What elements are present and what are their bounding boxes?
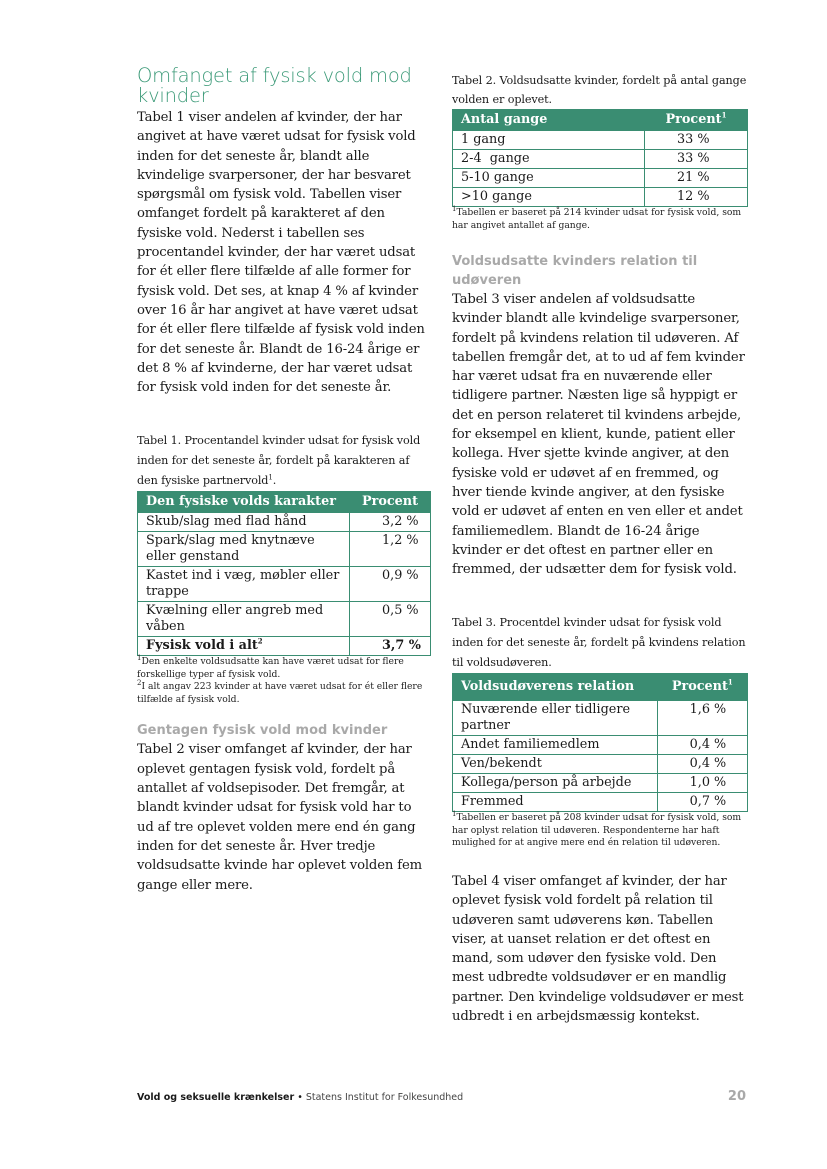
right-column (452, 72, 748, 1026)
table-cell: 5-10 gange (453, 169, 645, 188)
intro-paragraph: Tabel 1 viser andelen af kvinder, der har angivet at have været udsat for fysisk vold inden for det seneste år, blandt alle kvindelige svarpersoner, der har besvaret spørgsmål om fysisk vold. Tabellen viser omfanget fordelt på karakteret af den fysiske vold. Nederst i tabellen ses procentandel kvinder, der har været udsat for ét eller flere tilfælde af alle former for fysisk vold. Det ses, at knap 4 % af kvinder over 16 år har angivet at have været udsat for ét eller flere tilfælde af fysisk vold inden for det seneste år. Blandt de 16-24 årige er det 8 % af kvinderne, der har været udsat for fysisk vold inden for det seneste år. (137, 110, 425, 396)
page-footer (137, 1089, 746, 1112)
footer-institute: Statens Institut for Folkesundhed (305, 1092, 464, 1103)
table2-caption: Tabel 2. Voldsudsatte kvinder, fordelt på antal gange volden er oplevet. (452, 74, 747, 106)
table1 (137, 491, 431, 656)
table1-caption: Tabel 1. Procentandel kvinder udsat for fysisk vold inden for det seneste år, fordelt på karakteren af den fysiske partnervold$^1$. (137, 434, 421, 488)
table-cell: 1,6 % (657, 701, 747, 736)
table-total-row (138, 637, 431, 656)
left-column (137, 66, 431, 895)
table1-header-cell: Den fysiske volds karakter (138, 492, 350, 513)
table-cell: 0,9 % (350, 567, 431, 602)
table-cell: Kastet ind i væg, møbler eller trappe (138, 567, 350, 602)
table2-header-row (453, 110, 748, 131)
table2-header-cell: Procent$^1$ (645, 110, 748, 131)
table-cell: 2-4 gange (453, 150, 645, 169)
table3-caption: Tabel 3. Procentdel kvinder udsat for fysisk vold inden for det seneste år, fordelt på kvindens relation til voldsudøveren. (452, 616, 746, 670)
table1-header-row (138, 492, 431, 513)
table-cell: Andet familiemedlem (453, 736, 658, 755)
table-cell: 1 gang (453, 131, 645, 150)
table-cell: 0,4 % (657, 736, 747, 755)
table3 (452, 673, 748, 812)
table1-header-cell: Procent (350, 492, 431, 513)
table2-footnote: $^1$Tabellen er baseret på 214 kvinder udsat for fysisk vold, som har angivet antallet af gange. (452, 204, 742, 231)
table-row (453, 793, 748, 812)
table-cell: 33 % (645, 131, 748, 150)
section-heading: Omfanget af fysisk vold mod kvinder (137, 64, 412, 107)
table3-header-cell: Procent$^1$ (657, 674, 747, 701)
table-row (138, 513, 431, 532)
table-cell: Nuværende eller tidligere partner (453, 701, 658, 736)
table2 (452, 109, 748, 207)
subheading: Gentagen fysisk vold mod kvinder (137, 723, 388, 739)
table-cell: 0,7 % (657, 793, 747, 812)
table-row (138, 567, 431, 602)
table-cell: Kollega/person på arbejde (453, 774, 658, 793)
table-row (453, 736, 748, 755)
table-row (138, 532, 431, 567)
paragraph: Tabel 3 viser andelen af voldsudsatte kvinder blandt alle kvindelige svarpersoner, fordelt på kvindens relation til udøveren. Af tabellen fremgår det, at to ud af fem kvinder har været udsat fra en nuværende eller tidligere partner. Næsten lige så hyppigt er det en person relateret til kvindens arbejde, for eksempel en klient, kunde, patient eller kollega. Hver sjette kvinde angiver, at den fysiske vold er udøvet af en fremmed, og hver tiende kvinde angiver, at den fysiske vold er udøvet af enten en ven eller et andet familiemedlem. Blandt de 16-24 årige kvinder er det oftest en partner eller en fremmed, der udsætter dem for fysisk vold. (452, 292, 745, 578)
table-cell: Kvælning eller angreb med våben (138, 602, 350, 637)
table3-header-row (453, 674, 748, 701)
table-row (138, 602, 431, 637)
table-cell: Ven/bekendt (453, 755, 658, 774)
table1-footnote: $^1$Den enkelte voldsudsatte kan have været udsat for flere forskellige typer af fysisk vold. (137, 654, 404, 680)
table-row (453, 755, 748, 774)
page-number: 20 (727, 1089, 746, 1104)
table-cell: 21 % (645, 169, 748, 188)
footer-separator: • (294, 1092, 306, 1103)
table-row (453, 131, 748, 150)
table-cell: 1,2 % (350, 532, 431, 567)
paragraph: Tabel 2 viser omfanget af kvinder, der har oplevet gentagen fysisk vold, fordelt på antallet af voldsepisoder. Det fremgår, at blandt kvinder udsat for fysisk vold har to ud af tre oplevet volden mere end én gang inden for det seneste år. Hver tredje voldsudsatte kvinde har oplevet volden fem gange eller mere. (137, 742, 422, 893)
table-cell: 33 % (645, 150, 748, 169)
table-cell: Fysisk vold i alt$^2$ (138, 637, 350, 656)
table-cell: Skub/slag med flad hånd (138, 513, 350, 532)
table-row (453, 150, 748, 169)
table-row (453, 774, 748, 793)
table-cell: 3,7 % (350, 637, 431, 656)
table3-header-cell: Voldsudøverens relation (453, 674, 658, 701)
table-cell: 3,2 % (350, 513, 431, 532)
table-cell: 0,4 % (657, 755, 747, 774)
table-row (453, 169, 748, 188)
table1-footnote: $^2$I alt angav 223 kvinder at have været udsat for ét eller flere tilfælde af fysisk vold. (137, 679, 423, 705)
table2-header-cell: Antal gange (453, 110, 645, 131)
footer-brand: Vold og seksuelle krænkelser (137, 1092, 295, 1103)
table3-footnote: $^1$Tabellen er baseret på 208 kvinder udsat for fysisk vold, som har oplyst relation til udøveren. Respondenterne har haft mulighed for at angive mere end én relation til udøveren. (452, 810, 742, 849)
table-cell: 0,5 % (350, 602, 431, 637)
table-cell: >10 gange (453, 188, 645, 207)
subheading: Voldsudsatte kvinders relation til udøveren (452, 254, 698, 288)
table-cell: Fremmed (453, 793, 658, 812)
table-cell: 12 % (645, 188, 748, 207)
table-row (453, 701, 748, 736)
paragraph: Tabel 4 viser omfanget af kvinder, der har oplevet fysisk vold fordelt på relation til udøveren samt udøverens køn. Tabellen viser, at uanset relation er det oftest en mand, som udøver den fysiske vold. Den mest udbredte voldsudøver er en mandlig partner. Den kvindelige voldsudøver er mest udbredt i en arbejdsmæssig kontekst. (452, 873, 744, 1025)
table-cell: Spark/slag med knytnæve eller genstand (138, 532, 350, 567)
table-row (453, 188, 748, 207)
table-cell: 1,0 % (657, 774, 747, 793)
